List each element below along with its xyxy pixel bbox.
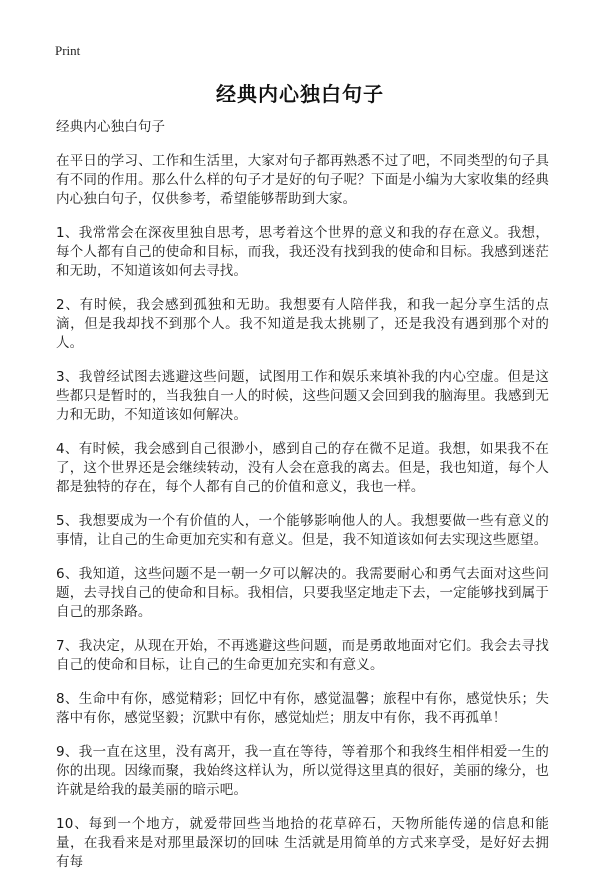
page-title: 经典内心独白句子 — [216, 82, 384, 106]
print-link[interactable]: Print — [55, 43, 81, 58]
paragraph-6: 6、我知道，这些问题不是一朝一夕可以解决的。我需要耐心和勇气去面对这些问题，去寻找自己的使命和目标。我相信，只要我坚定地走下去，一定能够找到属于自己的那条路。 — [56, 566, 549, 620]
article-body — [56, 118, 549, 887]
paragraph-4: 4、有时候，我会感到自己很渺小，感到自己的存在微不足道。我想，如果我不在了，这个世界还是会继续转动，没有人会在意我的离去。但是，我也知道，每个人都是独特的存在，每个人都有自己的价值和意义，我也一样。 — [56, 441, 549, 495]
article-subtitle: 经典内心独白句子 — [56, 119, 166, 135]
paragraph-5: 5、我想要成为一个有价值的人，一个能够影响他人的人。我想要做一些有意义的事情，让自己的生命更加充实和有意义。但是，我不知道该如何去实现这些愿望。 — [56, 513, 549, 548]
paragraph-7: 7、我决定，从现在开始，不再逃避这些问题，而是勇敢地面对它们。我会去寻找自己的使命和目标，让自己的生命更加充实和有意义。 — [56, 638, 549, 673]
paragraph-9: 9、我一直在这里，没有离开，我一直在等待，等着那个和我终生相伴相爱一生的你的出现。因缘而聚，我始终这样认为，所以觉得这里真的很好，美丽的缘分，也许就是给我的最美丽的暗示吧。 — [56, 744, 549, 798]
paragraph-8: 8、生命中有你，感觉精彩；回忆中有你，感觉温馨；旅程中有你，感觉快乐；失落中有你，感觉坚毅；沉默中有你，感觉灿烂；朋友中有你，我不再孤单！ — [56, 691, 549, 726]
paragraph-3: 3、我曾经试图去逃避这些问题，试图用工作和娱乐来填补我的内心空虚。但是这些都只是暂时的，当我独自一人的时候，这些问题又会回到我的脑海里。我感到无力和无助，不知道该如何解决。 — [56, 369, 549, 423]
paragraph-1: 1、我常常会在深夜里独自思考，思考着这个世界的意义和我的存在意义。我想，每个人都有自己的使命和目标，而我，我还没有找到我的使命和目标。我感到迷茫和无助，不知道该如何去寻找。 — [56, 225, 549, 279]
paragraph-10: 10、每到一个地方，就爱带回些当地拾的花草碎石，天物所能传递的信息和能量，在我看来是对那里最深切的回味 生活就是用简单的方式来享受，是好好去拥有每 — [56, 816, 549, 870]
intro-paragraph: 在平日的学习、工作和生活里，大家对句子都再熟悉不过了吧，不同类型的句子具有不同的作用。那么什么样的句子才是好的句子呢？下面是小编为大家收集的经典内心独白句子，仅供参考，希望能够帮助到大家。 — [56, 153, 549, 207]
paragraph-2: 2、有时候，我会感到孤独和无助。我想要有人陪伴我，和我一起分享生活的点滴，但是我却找不到那个人。我不知道是我太挑剔了，还是我没有遇到那个对的人。 — [56, 297, 549, 351]
